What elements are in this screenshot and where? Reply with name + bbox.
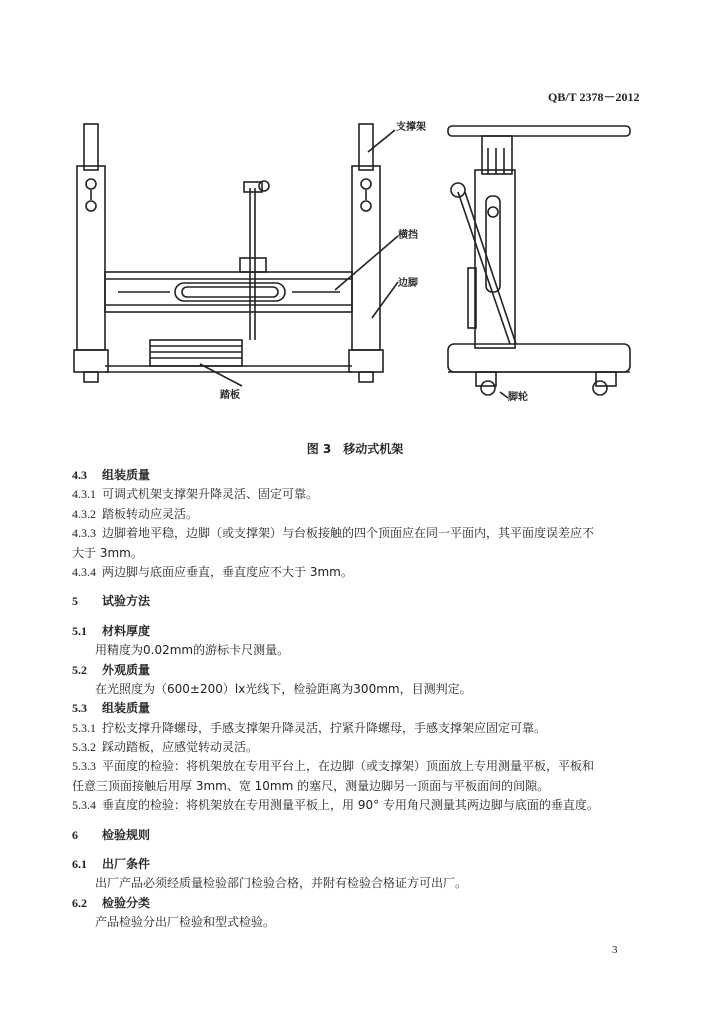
text-line bbox=[72, 699, 662, 718]
text-line bbox=[72, 544, 662, 563]
clause-number: 5.1 bbox=[72, 623, 87, 638]
text-line bbox=[72, 738, 662, 757]
clause-text: 垂直度的检验：将机架放在专用测量平板上，用 90° 专用角尺测量其两边脚与底面的垂直度。 bbox=[102, 798, 599, 813]
clause-text: 平面度的检验：将机架放在专用平台上，在边脚（或支撑架）顶面放上专用测量平板，平板和 bbox=[102, 759, 595, 774]
clause-text: 出厂条件 bbox=[102, 857, 151, 872]
clause-number: 4.3.4 bbox=[72, 564, 96, 579]
clause-text: 组装质量 bbox=[102, 701, 151, 716]
clause-text: 两边脚与底面应垂直，垂直度应不大于 3mm。 bbox=[102, 564, 353, 579]
clause-text: 试验方法 bbox=[102, 594, 151, 609]
clause-text: 踩动踏板，应感觉转动灵活。 bbox=[102, 740, 259, 755]
body-text bbox=[72, 466, 662, 933]
clause-text: 大于 3mm。 bbox=[72, 545, 143, 560]
text-line bbox=[72, 485, 662, 504]
text-line bbox=[72, 680, 662, 699]
text-line bbox=[72, 777, 662, 796]
figure-caption: 图 3 移动式机架 bbox=[306, 442, 404, 456]
clause-text: 边脚着地平稳，边脚（或支撑架）与台板接触的四个顶面应在同一平面内，其平面度误差应不 bbox=[102, 526, 595, 541]
clause-number: 5.3.2 bbox=[72, 740, 96, 755]
pedal bbox=[150, 340, 242, 366]
text-line bbox=[72, 641, 662, 660]
text-line bbox=[72, 622, 662, 641]
text-line bbox=[72, 505, 662, 524]
text-line bbox=[72, 592, 662, 611]
figure-mobile-frame bbox=[0, 0, 710, 420]
tabletop bbox=[448, 126, 630, 136]
label-support: 支撑架 bbox=[396, 122, 426, 133]
right-support-top bbox=[359, 124, 373, 170]
clause-text: 检验规则 bbox=[102, 827, 151, 842]
text-line bbox=[72, 661, 662, 680]
label-caster: 脚轮 bbox=[508, 392, 528, 403]
text-line bbox=[72, 796, 662, 815]
clause-number: 6 bbox=[72, 827, 78, 842]
left-support-top bbox=[84, 124, 98, 170]
page-number: 3 bbox=[612, 944, 618, 956]
label-side-leg: 边脚 bbox=[398, 278, 418, 289]
text-line bbox=[72, 894, 662, 913]
clause-text: 拧松支撑升降螺母，手感支撑架升降灵活，拧紧升降螺母，手感支撑架应固定可靠。 bbox=[102, 720, 547, 735]
text-line bbox=[72, 719, 662, 738]
text-line bbox=[72, 524, 662, 543]
clause-number: 4.3.1 bbox=[72, 487, 96, 502]
clause-text: 任意三顶面接触后用厚 3mm、宽 10mm 的塞尺，测量边脚另一顶面与平板面间的间隙。 bbox=[72, 778, 550, 793]
label-pedal: 踏板 bbox=[220, 390, 240, 401]
clause-text: 在光照度为（600±200）lx光线下，检验距离为300mm，目测判定。 bbox=[95, 681, 472, 696]
label-crossbar: 横挡 bbox=[398, 230, 418, 241]
text-line bbox=[72, 466, 662, 485]
clause-text: 检验分类 bbox=[102, 895, 151, 910]
clause-text: 外观质量 bbox=[102, 662, 151, 677]
clause-number: 5.3.4 bbox=[72, 798, 96, 813]
clause-number: 6.1 bbox=[72, 857, 87, 872]
clause-text: 用精度为0.02mm的游标卡尺测量。 bbox=[95, 643, 290, 658]
text-line bbox=[72, 757, 662, 776]
clause-text: 出厂产品必须经质量检验部门检验合格，并附有检验合格证方可出厂。 bbox=[95, 876, 468, 891]
caster bbox=[481, 381, 495, 395]
text-line bbox=[72, 874, 662, 893]
clause-number: 4.3 bbox=[72, 468, 87, 482]
standard-number: QB/T 2378－2012 bbox=[548, 90, 640, 104]
text-line bbox=[72, 563, 662, 582]
clause-text: 踏板转动应灵活。 bbox=[102, 506, 199, 521]
clause-text: 产品检验分出厂检验和型式检验。 bbox=[95, 915, 276, 930]
clause-text: 可调式机架支撑架升降灵活、固定可靠。 bbox=[102, 487, 319, 502]
text-line bbox=[72, 826, 662, 845]
clause-number: 6.2 bbox=[72, 895, 87, 910]
clause-number: 5.2 bbox=[72, 662, 87, 677]
clause-text: 组装质量 bbox=[102, 468, 151, 482]
text-line bbox=[72, 855, 662, 874]
clause-number: 4.3.3 bbox=[72, 526, 96, 541]
clause-number: 5.3 bbox=[72, 701, 87, 716]
clause-number: 5.3.3 bbox=[72, 759, 96, 774]
clause-number: 5.3.1 bbox=[72, 720, 96, 735]
clause-number: 5 bbox=[72, 594, 78, 609]
clause-number: 4.3.2 bbox=[72, 506, 96, 521]
clause-text: 材料厚度 bbox=[102, 623, 151, 638]
text-line bbox=[72, 913, 662, 932]
